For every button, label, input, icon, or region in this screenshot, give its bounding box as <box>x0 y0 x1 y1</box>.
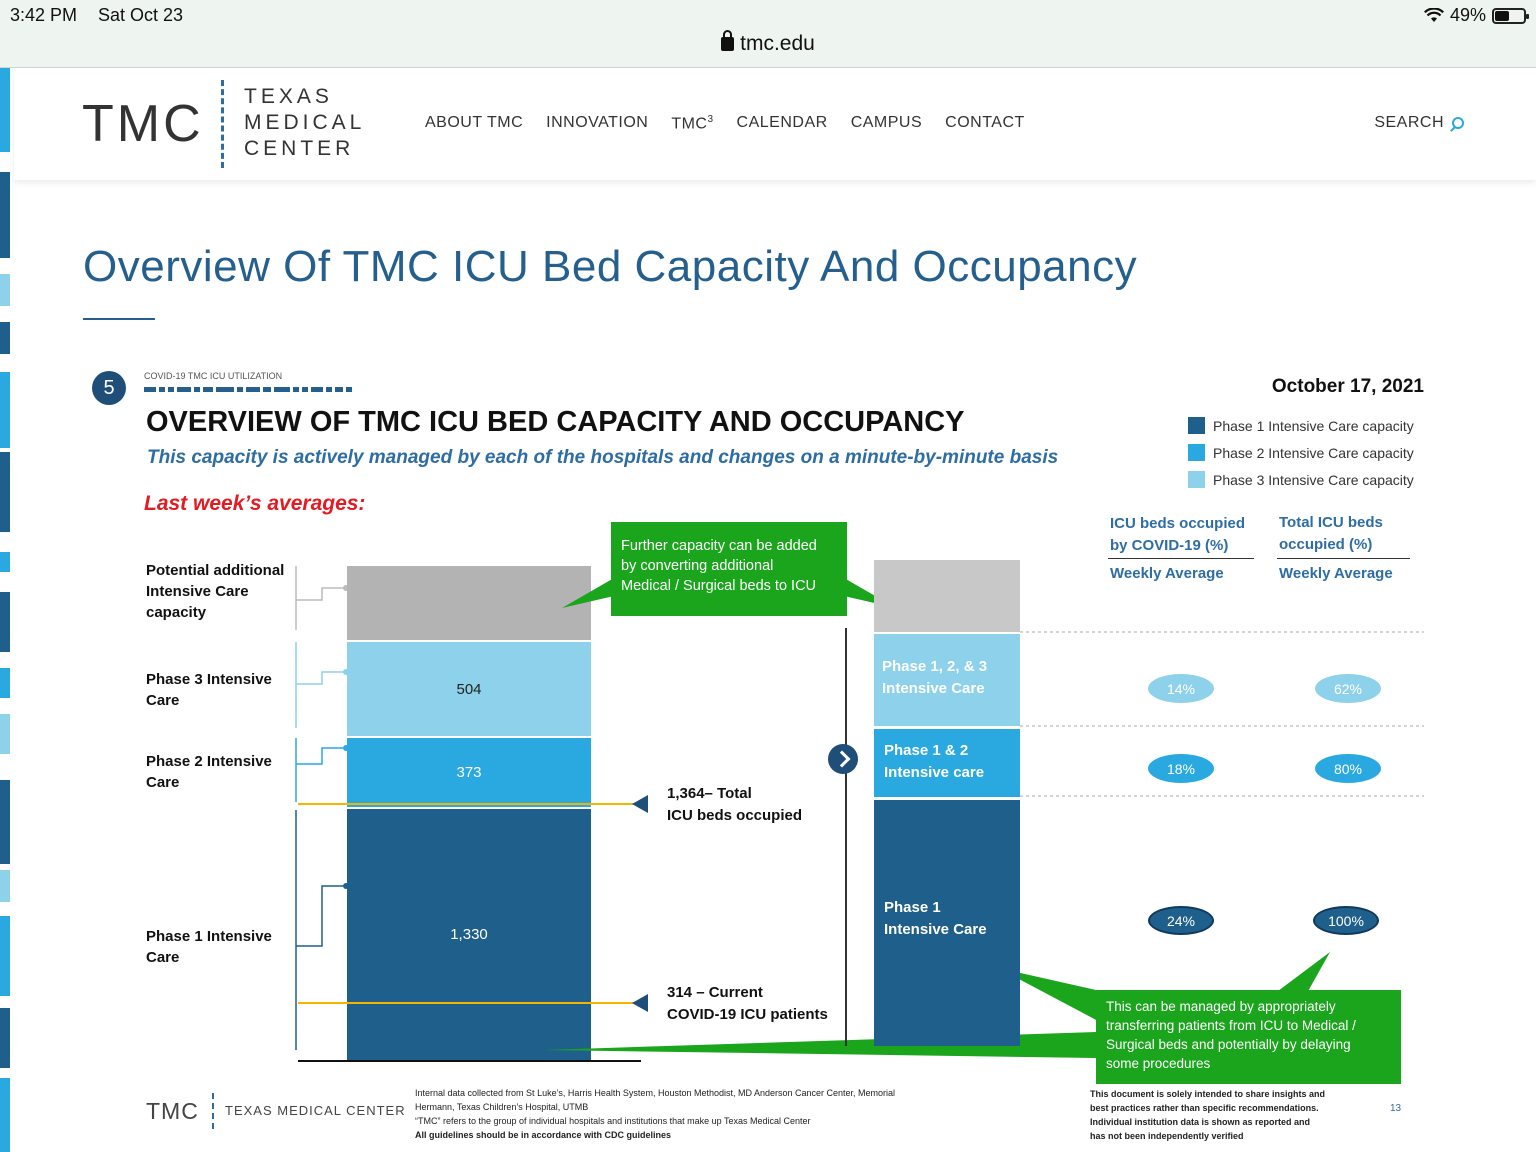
stripe-segment <box>0 870 10 902</box>
col-head-line: by COVID-19 (%) <box>1110 537 1229 554</box>
footer-disclaimer <box>1090 1087 1360 1143</box>
slide-number-badge: 5 <box>92 371 126 405</box>
stripe-segment <box>0 1078 10 1152</box>
row-label-line: Phase 2 Intensive <box>146 753 272 770</box>
stripe-segment <box>0 714 10 754</box>
search-button[interactable] <box>1374 114 1464 132</box>
logo-line: MEDICAL <box>244 111 366 134</box>
main-nav <box>425 114 1048 133</box>
footer-disclaimer-line: This document is solely intended to share insights and <box>1090 1089 1326 1099</box>
slide-date: October 17, 2021 <box>1271 376 1424 397</box>
footer-note-line: Internal data collected from St Luke’s, Harris Health System, Houston Methodist, MD Anderson Cancer Center, Memorial <box>415 1088 896 1098</box>
title-rule <box>83 318 155 320</box>
pill-covid-p12: 18% <box>1148 754 1214 783</box>
nav-about[interactable]: ABOUT TMC <box>425 114 524 131</box>
footer-disclaimer-line: has not been independently verified <box>1090 1131 1244 1141</box>
left-bar-phase1: 1,330 <box>347 809 591 1060</box>
col-head-covid <box>1110 513 1245 557</box>
nav-tmc3[interactable] <box>671 114 713 133</box>
averages-label: Last week’s averages: <box>144 492 366 515</box>
nav-tmc3-label: TMC <box>671 115 708 133</box>
left-bar-phase2: 373 <box>347 738 591 807</box>
address-bar[interactable] <box>0 32 1536 56</box>
footer-logo-text: TEXAS MEDICAL CENTER <box>225 1103 406 1118</box>
pill-total-p12: 80% <box>1315 754 1381 783</box>
stripe-segment <box>0 68 10 152</box>
right-bar-label-line: Intensive care <box>884 764 985 781</box>
nav-contact[interactable]: CONTACT <box>945 114 1025 131</box>
battery-level <box>1495 11 1509 21</box>
pill-covid-p1: 24% <box>1148 906 1214 935</box>
slide-subheading: This capacity is actively managed by each of the hospitals and changes on a minute-by-minute basis <box>147 447 1059 468</box>
battery-icon <box>1492 8 1526 24</box>
footer-note-line: “TMC” refers to the group of individual hospitals and institutions that make up Texas Medical Center <box>415 1116 811 1126</box>
status-bar <box>0 0 1536 68</box>
slide-page-number: 13 <box>1390 1103 1402 1114</box>
right-bar-label-line: Phase 1 & 2 <box>884 742 969 759</box>
nav-innovation[interactable]: INNOVATION <box>546 114 649 131</box>
pill-covid-p123: 14% <box>1148 674 1214 703</box>
annotation-line: 1,364– Total <box>667 785 752 802</box>
legend-label: Phase 1 Intensive Care capacity <box>1213 417 1414 434</box>
stripe-segment <box>0 916 10 996</box>
right-bar-label-line: Phase 1 <box>884 899 941 916</box>
logo-line: CENTER <box>244 137 355 160</box>
slide-caption: COVID-19 TMC ICU UTILIZATION <box>144 371 283 381</box>
callout-line: transferring patients from ICU to Medical / <box>1106 1018 1356 1033</box>
right-bar-label-line: Intensive Care <box>884 921 987 938</box>
slide-heading: OVERVIEW OF TMC ICU BED CAPACITY AND OCCUPANCY <box>146 406 965 438</box>
right-bar-label-line: Intensive Care <box>882 680 985 697</box>
stripe-segment <box>0 274 10 306</box>
pill-total-p123: 62% <box>1315 674 1381 703</box>
logo-line: TEXAS <box>244 85 333 108</box>
footer-disclaimer-line: best practices rather than specific recommendations. <box>1090 1103 1319 1113</box>
footer-note-line: All guidelines should be in accordance with CDC guidelines <box>415 1130 672 1140</box>
row-label-line: Care <box>146 692 180 709</box>
callout-line: Medical / Surgical beds to ICU <box>621 578 817 594</box>
page-title: Overview Of TMC ICU Bed Capacity And Occupancy <box>83 242 1138 291</box>
slide-image <box>84 360 1444 1150</box>
right-bar-label-line: Phase 1, 2, & 3 <box>882 658 988 675</box>
status-date: Sat Oct 23 <box>98 5 184 25</box>
row-label-line: Potential additional <box>146 562 285 579</box>
stripe-segment <box>0 668 10 698</box>
wifi-icon <box>1424 8 1444 23</box>
search-label: SEARCH <box>1374 114 1444 131</box>
row-label-line: Intensive Care <box>146 583 249 600</box>
footer-logo-divider <box>212 1093 214 1129</box>
callout-line: This can be managed by appropriately <box>1106 999 1336 1014</box>
status-indicators <box>1424 5 1526 26</box>
annotation-line: 314 – Current <box>667 984 763 1001</box>
stripe-segment <box>0 592 10 652</box>
callout-line: some procedures <box>1106 1056 1211 1071</box>
decorative-stripe <box>0 68 10 1152</box>
col-sub-weekly: Weekly Average <box>1279 565 1393 582</box>
status-time: 3:42 PM <box>10 5 78 25</box>
stripe-segment <box>0 452 10 532</box>
row-label-line: Care <box>146 774 180 791</box>
col-head-rule <box>1277 558 1410 559</box>
col-head-total <box>1279 512 1383 556</box>
left-bar-phase3: 504 <box>347 642 591 736</box>
stripe-segment <box>0 552 10 572</box>
row-label-line: Care <box>146 949 180 966</box>
footer-disclaimer-line: Individual institution data is shown as reported and <box>1090 1117 1311 1127</box>
logo-divider <box>221 80 224 168</box>
col-head-line: Total ICU beds <box>1279 514 1383 531</box>
search-icon <box>1452 117 1464 129</box>
legend-label: Phase 2 Intensive Care capacity <box>1213 444 1414 461</box>
row-label-line: Phase 1 Intensive <box>146 928 272 945</box>
col-head-rule <box>1108 558 1254 559</box>
col-head-line: occupied (%) <box>1279 536 1373 553</box>
annotation-line: COVID-19 ICU patients <box>667 1006 828 1023</box>
logo-mark[interactable]: TMC <box>82 95 204 153</box>
legend-label: Phase 3 Intensive Care capacity <box>1213 471 1414 488</box>
col-sub-weekly: Weekly Average <box>1110 565 1224 582</box>
logo-text[interactable] <box>244 84 365 162</box>
stripe-segment <box>0 372 10 448</box>
nav-calendar[interactable]: CALENDAR <box>736 114 828 131</box>
row-separators <box>84 360 1444 1150</box>
footer-note-line: Hermann, Texas Children’s Hospital, UTMB <box>415 1102 589 1112</box>
annotation-line: ICU beds occupied <box>667 807 803 824</box>
site-header <box>14 68 1536 180</box>
callout-line: Further capacity can be added <box>621 538 817 554</box>
lock-icon <box>721 37 734 51</box>
nav-campus[interactable]: CAMPUS <box>850 114 923 131</box>
row-label-line: Phase 3 Intensive <box>146 671 272 688</box>
footer-note <box>415 1086 995 1142</box>
footer-logo-mark: TMC <box>146 1098 199 1124</box>
url-text[interactable]: tmc.edu <box>740 32 815 55</box>
callout-line: Surgical beds and potentially by delaying <box>1106 1037 1351 1052</box>
row-label-line: capacity <box>146 604 207 621</box>
stripe-segment <box>0 780 10 864</box>
stripe-segment <box>0 322 10 354</box>
battery-percent: 49% <box>1449 5 1486 25</box>
callout-line: by converting additional <box>621 558 774 574</box>
nav-tmc3-sup: 3 <box>707 114 714 125</box>
stripe-segment <box>0 172 10 258</box>
col-head-line: ICU beds occupied <box>1110 515 1246 532</box>
pill-total-p1: 100% <box>1313 906 1379 935</box>
stripe-segment <box>0 1008 10 1068</box>
